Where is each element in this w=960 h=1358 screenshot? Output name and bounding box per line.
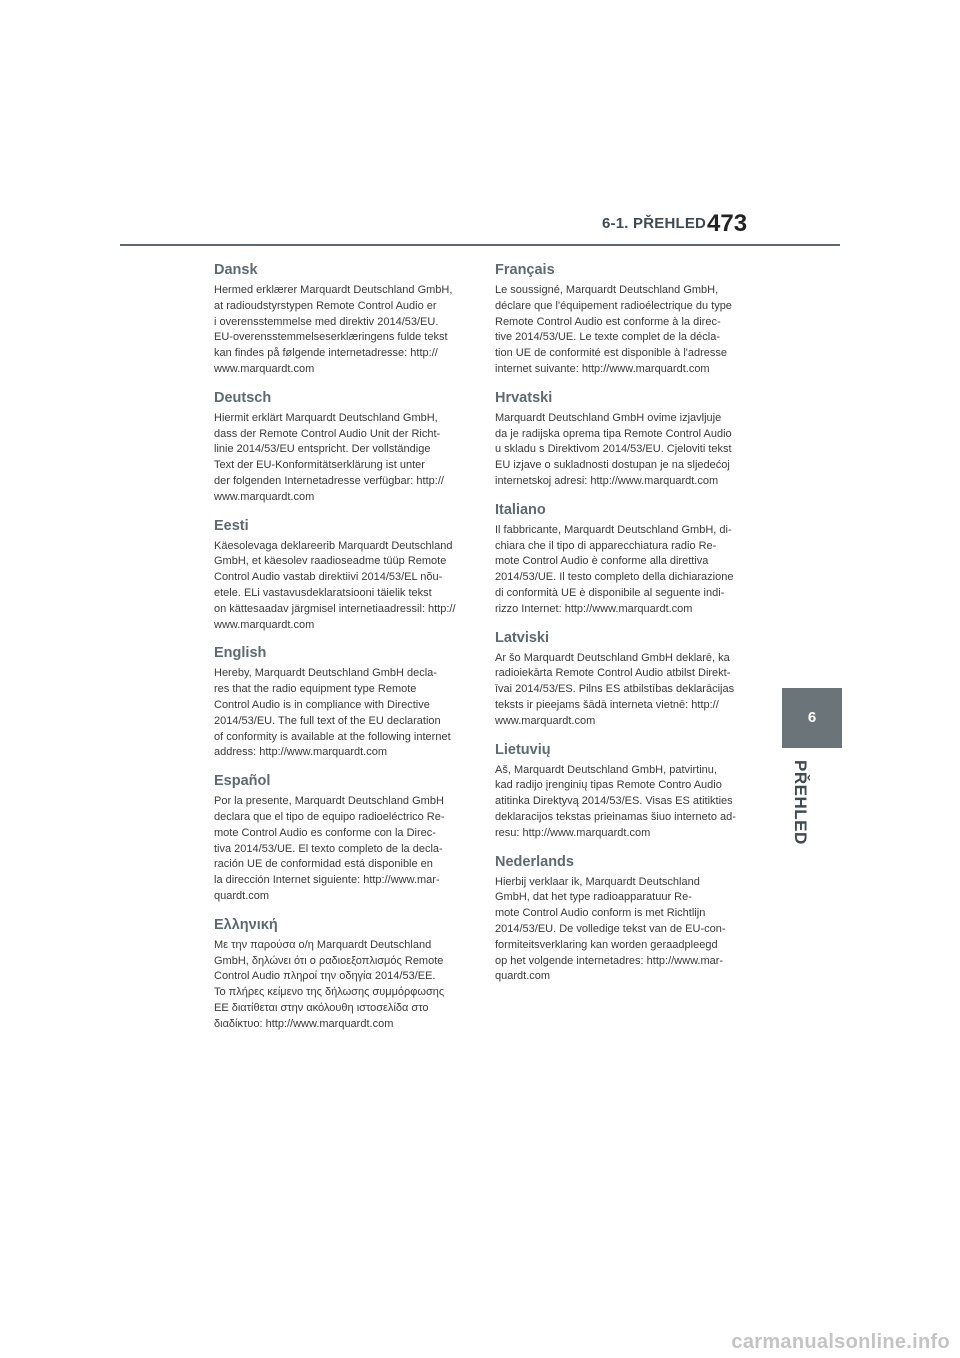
section-heading: Ελληνική (214, 916, 278, 933)
section-body: Hereby, Marquardt Deutschland GmbH decla- res that the radio equipment type Remote Control Audio is in compliance with Directive 2014/53/EU. The full text of the EU declaration of conformity is available at the following internet address: http://www.marquardt.com (214, 667, 451, 759)
section-heading: Français (495, 262, 555, 278)
section-italiano (495, 502, 749, 618)
section-body: Aš, Marquardt Deutschland GmbH, patvirtinu, kad radijo įrenginių tipas Remote Contro Audio atitinka Direktyvą 2014/53/ES. Visas ES atitikties deklaracijos tekstas prieinamas šiuo interneto ad- resu: http://www.marquardt.com (495, 763, 736, 839)
section-lietuviu (495, 742, 749, 842)
section-hrvatski (495, 390, 749, 490)
section-heading: Deutsch (214, 389, 272, 406)
section-heading: Hrvatski (495, 389, 553, 406)
section-english (214, 645, 468, 761)
section-heading: Dansk (214, 262, 258, 278)
section-body: Marquardt Deutschland GmbH ovime izjavljuje da je radijska oprema tipa Remote Control Audio u skladu s Direktivom 2014/53/EU. Cjeloviti tekst EU izjave o sukladnosti dostupan je na sljedećoj internetskoj adresi: http://www.marquardt.com (495, 411, 732, 487)
right-column (495, 262, 749, 997)
section-espanol (214, 773, 468, 905)
watermark: carmanualsonline.info (731, 1331, 950, 1353)
section-heading: English (214, 645, 267, 662)
section-body: Le soussigné, Marquardt Deutschland GmbH, déclare que l'équipement radioélectrique du type Remote Control Audio est conforme à la direc- tive 2014/53/UE. Le texte complet de la décla- tion UE de conformité est disponible à l'adresse internet suivante: http://www.marquardt.com (495, 284, 732, 375)
section-body: Με την παρούσα ο/η Marquardt Deutschland GmbH, δηλώνει ότι ο ραδιοεξοπλισμός Remote Control Audio πληροί την οδηγία 2014/53/ΕΕ. Το πλήρες κείμενο της δήλωσης συμμόρφωσης ΕΕ διατίθεται στην ακόλουθη ιστοσελίδα στο διαδίκτυο: http://www.marquardt.com (214, 938, 445, 1030)
section-latviski (495, 630, 749, 730)
section-heading: Italiano (495, 501, 546, 518)
section-body: Käesolevaga deklareerib Marquardt Deutschland GmbH, et käesolev raadioseadme tüüp Remote Control Audio vastab direktiivi 2014/53/EL nõu- etele. ELi vastavusdeklaratsiooni täielik tekst on kättesaadav järgmisel internetiaadressil: http:// www.marquardt.com (214, 539, 456, 631)
section-body: Hermed erklærer Marquardt Deutschland GmbH, at radioudstyrstypen Remote Control Audio er i overensstemmelse med direktiv 2014/53/EU. EU-overensstemmelseserklæringens fulde tekst kan findes på følgende internetadresse: http:// www.marquardt.com (214, 284, 453, 375)
section-heading: Latviski (495, 629, 549, 646)
section-ellinika (214, 917, 468, 1033)
chapter-tab: 6 (782, 688, 842, 748)
section-dansk (214, 262, 468, 378)
section-body: Por la presente, Marquardt Deutschland GmbH declara que el tipo de equipo radioeléctrico Re- mote Control Audio es conforme con la Direc- tiva 2014/53/UE. El texto completo de la decla- ración UE de conformidad está disponible en la dirección Internet siguiente: http://www.mar- quardt.com (214, 795, 445, 902)
section-francais (495, 262, 749, 378)
section-body: Ar šo Marquardt Deutschland GmbH deklarē, ka radioiekārta Remote Control Audio atbilst Direkt- īvai 2014/53/ES. Pilns ES atbilstības deklarācijas teksts ir pieejams šādā interneta vietnē: http:// www.marquardt.com (495, 651, 735, 727)
section-heading: Español (214, 773, 271, 790)
section-heading: Nederlands (495, 853, 574, 870)
header-divider (120, 244, 840, 246)
page-header-title: 6-1. PŘEHLED (602, 215, 707, 232)
section-nederlands (495, 854, 749, 986)
left-column (214, 262, 468, 1044)
section-body: Hiermit erklärt Marquardt Deutschland GmbH, dass der Remote Control Audio Unit der Richt- linie 2014/53/EU entspricht. Der vollständige Text der EU-Konformitätserklärung ist unter der folgenden Internetadresse verfügbar: http:// www.marquardt.com (214, 411, 444, 503)
chapter-side-label: PŘEHLED (791, 760, 810, 845)
page-number: 473 (707, 210, 748, 237)
section-heading: Eesti (214, 517, 249, 534)
section-deutsch (214, 390, 468, 506)
section-heading: Lietuvių (495, 741, 551, 758)
section-body: Il fabbricante, Marquardt Deutschland GmbH, di- chiara che il tipo di apparecchiatura radio Re- mote Control Audio è conforme alla direttiva 2014/53/UE. Il testo completo della dichiarazione di conformità UE è disponibile al seguente indi- rizzo Internet: http://www.marquardt.com (495, 523, 734, 615)
section-body: Hierbij verklaar ik, Marquardt Deutschland GmbH, dat het type radioapparatuur Re- mote Control Audio conform is met Richtlijn 2014/53/EU. De volledige tekst van de EU-con- formiteitsverklaring kan worden geraadpleegd op het volgende internetadres: http://www.mar- quardt.com (495, 875, 726, 983)
section-eesti (214, 518, 468, 634)
